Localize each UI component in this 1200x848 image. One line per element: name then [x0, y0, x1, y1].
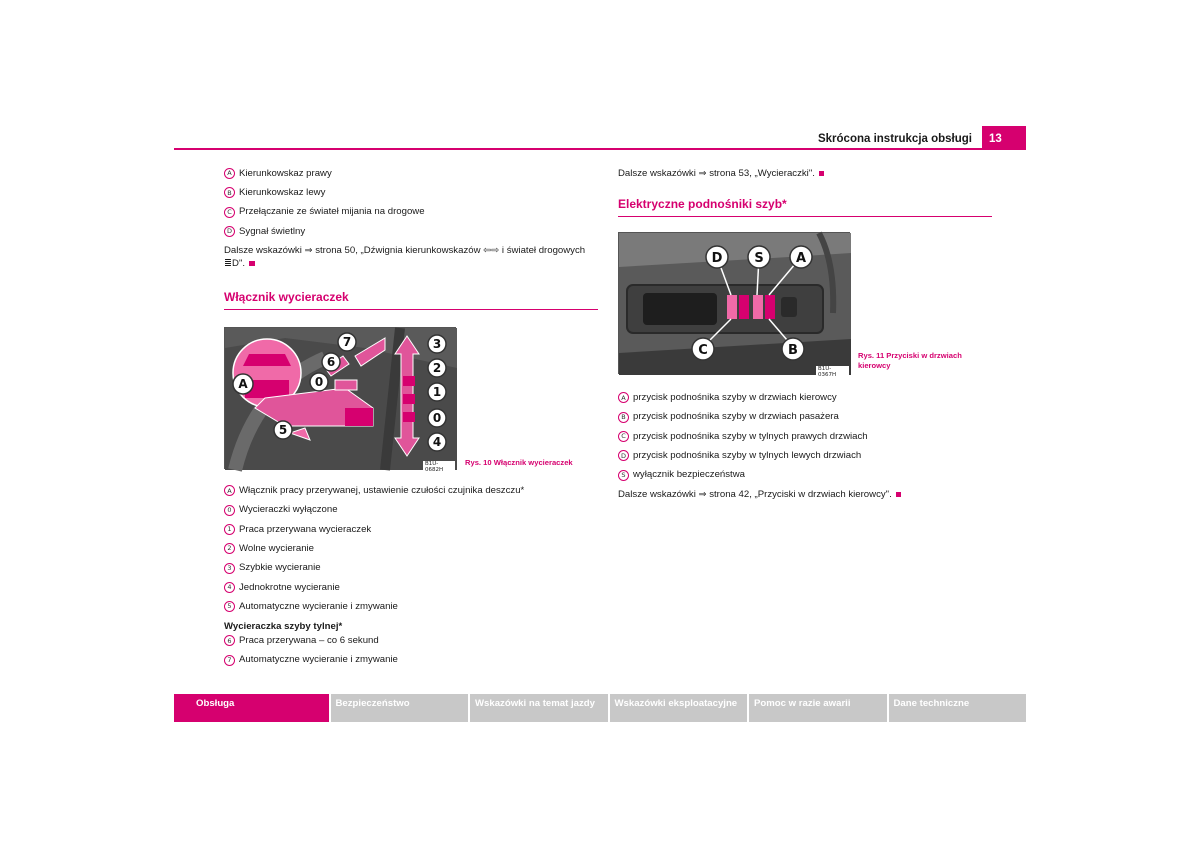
- callout-badge: D: [224, 226, 235, 237]
- callout-badge: A: [224, 168, 235, 179]
- turn-signal-legend: [224, 164, 598, 241]
- wiper-legend-item-text: Praca przerywana wycieraczek: [239, 523, 372, 535]
- window-buttons-note-text: Dalsze wskazówki ⇒ strona 42, „Przyciski w drzwiach kierowcy".: [618, 488, 892, 500]
- rear-wiper-subhead: Wycieraczka szyby tylnej*: [224, 621, 343, 633]
- wiper-legend-item: [224, 539, 598, 558]
- svg-text:5: 5: [278, 423, 288, 438]
- svg-text:0: 0: [314, 375, 324, 390]
- wiper-legend-item: [224, 520, 598, 539]
- svg-text:B: B: [788, 343, 798, 359]
- turn-signal-legend-item-text: Sygnał świetlny: [239, 225, 306, 237]
- window-buttons-legend-item: [618, 465, 992, 484]
- wiper-legend-item-text: Włącznik pracy przerywanej, ustawienie czułości czujnika deszczu*: [239, 485, 525, 497]
- wiper-legend-item-text: Szybkie wycieranie: [239, 562, 321, 574]
- wiper-legend-item: [224, 558, 598, 577]
- svg-text:7: 7: [342, 335, 352, 350]
- callout-badge: A: [224, 485, 235, 496]
- right-column: [618, 164, 992, 504]
- header-rule: [174, 148, 1026, 150]
- window-buttons-legend-item: [618, 427, 992, 446]
- rear-wiper-legend-item-text: Praca przerywana – co 6 sekund: [239, 635, 379, 647]
- window-buttons-note: [618, 485, 992, 504]
- wiper-note: [618, 164, 992, 183]
- section-tab[interactable]: Wskazówki na temat jazdy: [470, 694, 608, 722]
- windows-figure-code: B1U-0367H: [816, 366, 849, 378]
- wiper-legend-item: [224, 500, 598, 519]
- turn-signal-legend-item: [224, 164, 598, 183]
- callout-badge: 1: [224, 524, 235, 535]
- callout-badge: 6: [224, 635, 235, 646]
- window-buttons-legend-item-text: przycisk podnośnika szyby w drzwiach kierowcy: [633, 392, 837, 404]
- svg-text:A: A: [795, 251, 807, 267]
- left-column: [224, 164, 598, 670]
- page-number: 13: [982, 126, 1026, 150]
- svg-text:3: 3: [432, 337, 442, 352]
- section-tabs: [174, 694, 1026, 722]
- wiper-figure: [224, 310, 598, 472]
- wiper-legend-item: [224, 481, 598, 500]
- callout-badge: B: [618, 412, 629, 423]
- wiper-section-title: Włącznik wycieraczek: [224, 290, 598, 310]
- window-buttons-legend-item-text: przycisk podnośnika szyby w tylnych prawych drzwiach: [633, 430, 868, 442]
- windows-section-title: Elektryczne podnośniki szyb*: [618, 197, 992, 217]
- svg-text:6: 6: [326, 355, 336, 370]
- running-header-title: Skrócona instrukcja obsługi: [817, 133, 972, 145]
- wiper-legend-item: [224, 597, 598, 616]
- wiper-switch-image: [224, 327, 456, 474]
- svg-text:C: C: [698, 343, 708, 359]
- svg-text:1: 1: [432, 385, 442, 400]
- turn-signal-note-text: Dalsze wskazówki ⇒ strona 50, „Dźwignia kierunkowskazów ⇦⇨ i świateł drogowych ≣D".: [224, 245, 586, 270]
- callout-badge: 2: [224, 543, 235, 554]
- callout-badge: 7: [224, 655, 235, 666]
- turn-signal-legend-item: [224, 203, 598, 222]
- callout-badge: 5: [224, 601, 235, 612]
- window-buttons-legend-item-text: wyłącznik bezpieczeństwa: [633, 469, 745, 481]
- section-tab[interactable]: Obsługa: [174, 694, 329, 722]
- wiper-legend-item-text: Jednokrotne wycieranie: [239, 581, 340, 593]
- turn-signal-legend-item-text: Przełączanie ze świateł mijania na drogowe: [239, 206, 425, 218]
- wiper-legend-item-text: Wolne wycieranie: [239, 542, 315, 554]
- wiper-legend-item-text: Wycieraczki wyłączone: [239, 504, 338, 516]
- window-buttons-legend-item-text: przycisk podnośnika szyby w tylnych lewych drzwiach: [633, 450, 862, 462]
- turn-signal-legend-item: [224, 222, 598, 241]
- svg-text:A: A: [238, 377, 248, 392]
- wiper-note-text: Dalsze wskazówki ⇒ strona 53, „Wycieraczki".: [618, 167, 815, 179]
- callout-badge: 3: [224, 563, 235, 574]
- callout-badge: C: [224, 207, 235, 218]
- rear-wiper-legend-item-text: Automatyczne wycieranie i zmywanie: [239, 654, 398, 666]
- section-tab[interactable]: Bezpieczeństwo: [331, 694, 469, 722]
- windows-figure-caption: Rys. 11 Przyciski w drzwiach kierowcy: [858, 351, 962, 371]
- turn-signal-legend-item-text: Kierunkowskaz lewy: [239, 187, 326, 199]
- wiper-figure-code: B1U-0682H: [423, 461, 455, 473]
- rear-wiper-legend: [224, 631, 598, 670]
- section-tab[interactable]: Dane techniczne: [889, 694, 1027, 722]
- svg-text:2: 2: [432, 361, 442, 376]
- callout-badge: C: [618, 431, 629, 442]
- wiper-legend-item-text: Automatyczne wycieranie i zmywanie: [239, 600, 398, 612]
- svg-text:D: D: [711, 251, 723, 267]
- callout-badge: S: [618, 470, 629, 481]
- window-buttons-legend: [618, 388, 992, 484]
- window-buttons-image: [618, 232, 850, 379]
- window-buttons-legend-item-text: przycisk podnośnika szyby w drzwiach pasażera: [633, 411, 839, 423]
- callout-badge: B: [224, 187, 235, 198]
- wiper-legend: [224, 481, 598, 616]
- turn-signal-legend-item: [224, 183, 598, 202]
- wiper-legend-item: [224, 578, 598, 597]
- window-buttons-legend-item: [618, 388, 992, 407]
- turn-signal-legend-item-text: Kierunkowskaz prawy: [239, 167, 332, 179]
- window-buttons-legend-item: [618, 408, 992, 427]
- end-mark-icon: [896, 492, 902, 498]
- svg-text:0: 0: [432, 411, 442, 426]
- windows-figure: [618, 217, 992, 379]
- section-tab[interactable]: Pomoc w razie awarii: [749, 694, 887, 722]
- rear-wiper-legend-item: [224, 631, 598, 650]
- svg-text:4: 4: [432, 435, 442, 450]
- wiper-figure-caption: Rys. 10 Włącznik wycieraczek: [465, 458, 573, 468]
- window-buttons-legend-item: [618, 446, 992, 465]
- callout-badge: D: [618, 450, 629, 461]
- section-tab[interactable]: Wskazówki eksploatacyjne: [610, 694, 748, 722]
- callout-badge: 0: [224, 505, 235, 516]
- callout-badge: 4: [224, 582, 235, 593]
- callout-badge: A: [618, 392, 629, 403]
- end-mark-icon: [819, 171, 825, 177]
- rear-wiper-legend-item: [224, 651, 598, 670]
- end-mark-icon: [249, 261, 255, 267]
- svg-text:S: S: [754, 251, 764, 267]
- turn-signal-note: [224, 244, 598, 270]
